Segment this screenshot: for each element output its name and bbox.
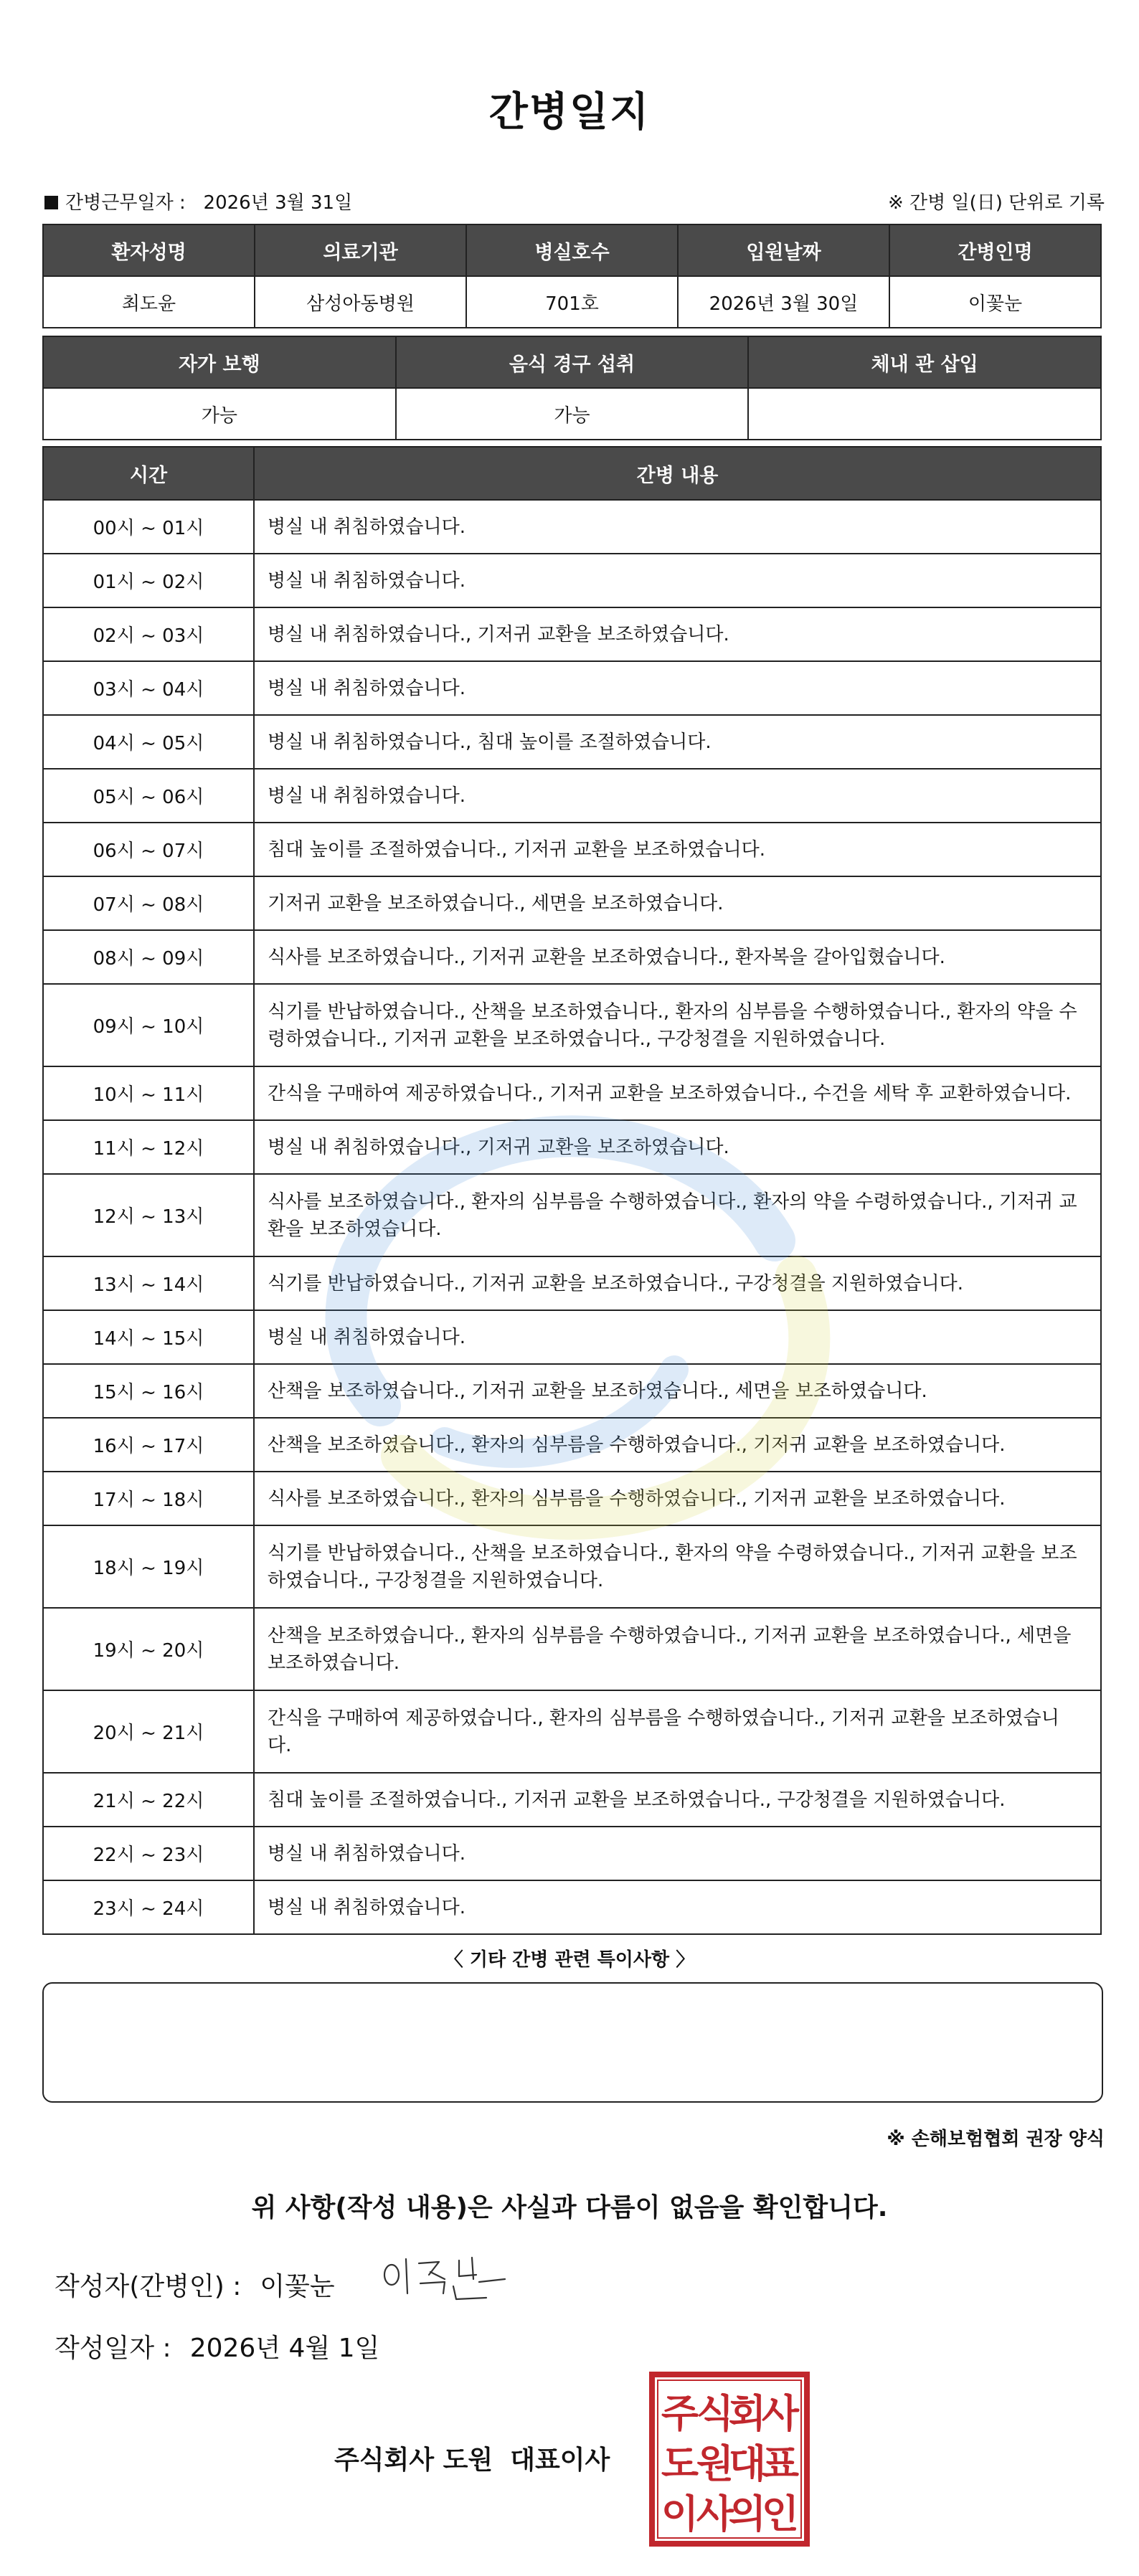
walking-cell: 가능: [43, 388, 396, 440]
log-content-cell: [254, 769, 1101, 823]
log-time-cell: 20시 ~ 21시: [43, 1690, 254, 1773]
date-label: 작성일자 :: [55, 2334, 171, 2363]
oral-intake-cell: 가능: [396, 388, 749, 440]
log-time-cell: 17시 ~ 18시: [43, 1472, 254, 1525]
log-content-line: 기저귀 교환을 보조하였습니다., 세면을 보조하였습니다.: [268, 892, 724, 914]
log-content-cell: [254, 1256, 1101, 1310]
hourly-care-log-table: [42, 446, 1102, 1935]
log-content-line: 식사를 보조하였습니다., 환자의 심부름을 수행하였습니다., 기저귀 교환을 보조하였습니다.: [268, 1487, 1006, 1510]
author-label: 작성자(간병인) :: [55, 2272, 242, 2301]
log-content-line: 산책을 보조하였습니다., 기저귀 교환을 보조하였습니다., 세면을 보조하였습니다.: [268, 1380, 927, 1402]
log-content-line: 병실 내 취침하였습니다.: [268, 569, 465, 592]
hospital-cell: 삼성아동병원: [255, 276, 466, 328]
remarks-box: [42, 1982, 1103, 2103]
log-time-cell: 23시 ~ 24시: [43, 1880, 254, 1934]
tube-insertion-cell: [748, 388, 1101, 440]
admission-date-cell: 2026년 3월 30일: [678, 276, 889, 328]
log-row: [43, 1256, 1101, 1310]
care-content-header: 간병 내용: [254, 447, 1101, 500]
svg-text:사: 사: [761, 2390, 800, 2436]
log-content-line: 령하였습니다., 기저귀 교환을 보조하였습니다., 구강청결을 지원하였습니다.: [268, 1028, 886, 1050]
svg-text:인: 인: [761, 2491, 800, 2537]
oral-intake-header: 음식 경구 섭취: [396, 336, 749, 388]
log-row: [43, 876, 1101, 930]
log-content-cell: [254, 1364, 1101, 1418]
log-row: [43, 1690, 1101, 1773]
log-row: [43, 1174, 1101, 1256]
log-time-cell: 19시 ~ 20시: [43, 1608, 254, 1690]
log-time-cell: 18시 ~ 19시: [43, 1525, 254, 1608]
log-content-line: 병실 내 취침하였습니다.: [268, 1842, 465, 1865]
log-time-cell: 07시 ~ 08시: [43, 876, 254, 930]
log-row: [43, 823, 1101, 876]
date-value: 2026년 4월 1일: [189, 2334, 380, 2363]
svg-text:표: 표: [761, 2440, 800, 2486]
log-content-cell: [254, 876, 1101, 930]
log-content-cell: [254, 1174, 1101, 1256]
svg-text:회: 회: [728, 2390, 767, 2436]
square-bullet-icon: [44, 196, 58, 209]
log-content-line: 식사를 보조하였습니다., 기저귀 교환을 보조하였습니다., 환자복을 갈아입혔습니다.: [268, 946, 945, 968]
log-row: [43, 769, 1101, 823]
log-content-line: 하였습니다., 구강청결을 지원하였습니다.: [268, 1569, 604, 1591]
log-content-line: 보조하였습니다.: [268, 1652, 400, 1674]
page-title: 간병일지: [488, 89, 651, 136]
remarks-title: 〈 기타 간병 관련 특이사항 〉: [444, 1949, 695, 1971]
log-row: [43, 1418, 1101, 1472]
log-time-cell: 10시 ~ 11시: [43, 1066, 254, 1120]
log-row: [43, 984, 1101, 1066]
patient-info-table: [42, 224, 1102, 328]
log-content-line: 병실 내 취침하였습니다.: [268, 1326, 465, 1348]
log-content-line: 간식을 구매하여 제공하였습니다., 환자의 심부름을 수행하였습니다., 기저귀 교환을 보조하였습니: [268, 1707, 1059, 1729]
log-content-line: 침대 높이를 조절하였습니다., 기저귀 교환을 보조하였습니다., 구강청결을 지원하였습니다.: [268, 1789, 1006, 1811]
caregiver-name-header: 간병인명: [889, 224, 1101, 276]
admission-date-header: 입원날짜: [678, 224, 889, 276]
log-time-cell: 21시 ~ 22시: [43, 1773, 254, 1827]
svg-text:원: 원: [696, 2440, 734, 2486]
patient-name-header: 환자성명: [43, 224, 255, 276]
log-time-cell: 05시 ~ 06시: [43, 769, 254, 823]
work-date-label: 간병근무일자 :: [65, 192, 186, 214]
log-content-line: 식기를 반납하였습니다., 산책을 보조하였습니다., 환자의 약을 수령하였습니다., 기저귀 교환을 보조: [268, 1542, 1077, 1564]
log-content-cell: [254, 1827, 1101, 1880]
log-content-line: 병실 내 취침하였습니다., 기저귀 교환을 보조하였습니다.: [268, 623, 729, 645]
svg-text:주: 주: [661, 2390, 699, 2436]
log-row: [43, 607, 1101, 661]
log-content-cell: [254, 1773, 1101, 1827]
log-time-cell: 11시 ~ 12시: [43, 1120, 254, 1174]
log-content-line: 침대 높이를 조절하였습니다., 기저귀 교환을 보조하였습니다.: [268, 838, 766, 861]
recommend-note: ※ 손해보험협회 권장 양식: [887, 2128, 1105, 2150]
company-role: 대표이사: [510, 2445, 610, 2475]
hospital-header: 의료기관: [255, 224, 466, 276]
log-content-cell: [254, 1472, 1101, 1525]
written-date-line: [55, 2328, 379, 2364]
log-row: [43, 930, 1101, 984]
work-date-line: [44, 188, 352, 214]
company-name: 주식회사 도원: [334, 2445, 493, 2475]
room-number-header: 병실호수: [466, 224, 678, 276]
company-seal-stamp: [648, 2371, 810, 2547]
log-time-cell: 04시 ~ 05시: [43, 715, 254, 769]
patient-name-cell: 최도윤: [43, 276, 255, 328]
log-content-line: 병실 내 취침하였습니다.: [268, 1896, 465, 1918]
log-row: [43, 715, 1101, 769]
log-content-line: 병실 내 취침하였습니다.: [268, 785, 465, 807]
patient-ability-table: [42, 336, 1102, 440]
unit-note: ※ 간병 일(日) 단위로 기록: [887, 192, 1105, 214]
log-content-line: 식기를 반납하였습니다., 산책을 보조하였습니다., 환자의 심부름을 수행하였습니다., 환자의 약을 수: [268, 1000, 1077, 1023]
log-time-cell: 08시 ~ 09시: [43, 930, 254, 984]
log-row: [43, 1120, 1101, 1174]
log-row: [43, 1827, 1101, 1880]
log-row: [43, 1773, 1101, 1827]
log-row: [43, 554, 1101, 607]
log-row: [43, 1310, 1101, 1364]
svg-text:이: 이: [661, 2491, 699, 2537]
log-row: [43, 500, 1101, 554]
room-number-cell: 701호: [466, 276, 678, 328]
log-time-cell: 00시 ~ 01시: [43, 500, 254, 554]
log-content-cell: [254, 715, 1101, 769]
log-content-line: 병실 내 취침하였습니다., 기저귀 교환을 보조하였습니다.: [268, 1136, 729, 1158]
walking-header: 자가 보행: [43, 336, 396, 388]
log-content-cell: [254, 930, 1101, 984]
log-content-line: 병실 내 취침하였습니다.: [268, 677, 465, 699]
log-content-cell: [254, 1418, 1101, 1472]
log-content-line: 환을 보조하였습니다.: [268, 1218, 442, 1240]
log-content-cell: [254, 1690, 1101, 1773]
log-content-cell: [254, 1310, 1101, 1364]
handwritten-signature: [379, 2250, 508, 2308]
log-row: [43, 1472, 1101, 1525]
author-line: [55, 2266, 335, 2303]
log-time-cell: 22시 ~ 23시: [43, 1827, 254, 1880]
log-time-cell: 01시 ~ 02시: [43, 554, 254, 607]
svg-text:대: 대: [728, 2440, 767, 2486]
log-row: [43, 1525, 1101, 1608]
company-line: [334, 2440, 610, 2476]
log-content-cell: [254, 500, 1101, 554]
log-content-line: 산책을 보조하였습니다., 환자의 심부름을 수행하였습니다., 기저귀 교환을 보조하였습니다., 세면을: [268, 1624, 1072, 1647]
log-content-cell: [254, 1880, 1101, 1934]
log-content-cell: [254, 661, 1101, 715]
log-time-cell: 16시 ~ 17시: [43, 1418, 254, 1472]
log-row: [43, 661, 1101, 715]
log-content-line: 다.: [268, 1734, 292, 1756]
log-content-cell: [254, 984, 1101, 1066]
log-content-cell: [254, 1525, 1101, 1608]
log-time-cell: 03시 ~ 04시: [43, 661, 254, 715]
log-row: [43, 1066, 1101, 1120]
log-content-cell: [254, 1120, 1101, 1174]
log-content-cell: [254, 1608, 1101, 1690]
log-content-line: 병실 내 취침하였습니다.: [268, 516, 465, 538]
log-time-cell: 02시 ~ 03시: [43, 607, 254, 661]
svg-text:도: 도: [661, 2440, 699, 2486]
log-time-cell: 12시 ~ 13시: [43, 1174, 254, 1256]
log-content-cell: [254, 823, 1101, 876]
svg-text:사: 사: [696, 2491, 734, 2537]
log-content-line: 간식을 구매하여 제공하였습니다., 기저귀 교환을 보조하였습니다., 수건을 세탁 후 교환하였습니다.: [268, 1082, 1072, 1104]
log-time-cell: 09시 ~ 10시: [43, 984, 254, 1066]
time-header: 시간: [43, 447, 254, 500]
log-content-line: 병실 내 취침하였습니다., 침대 높이를 조절하였습니다.: [268, 731, 712, 753]
log-content-line: 산책을 보조하였습니다., 환자의 심부름을 수행하였습니다., 기저귀 교환을 보조하였습니다.: [268, 1434, 1006, 1456]
work-date-value: 2026년 3월 31일: [203, 192, 353, 214]
log-row: [43, 1880, 1101, 1934]
log-content-cell: [254, 554, 1101, 607]
log-time-cell: 13시 ~ 14시: [43, 1256, 254, 1310]
author-name: 이꽃눈: [260, 2272, 335, 2301]
log-time-cell: 15시 ~ 16시: [43, 1364, 254, 1418]
log-content-line: 식사를 보조하였습니다., 환자의 심부름을 수행하였습니다., 환자의 약을 수령하였습니다., 기저귀 교: [268, 1190, 1077, 1213]
svg-text:의: 의: [728, 2491, 767, 2537]
tube-insertion-header: 체내 관 삽입: [748, 336, 1101, 388]
log-content-cell: [254, 607, 1101, 661]
confirmation-statement: 위 사항(작성 내용)은 사실과 다름이 없음을 확인합니다.: [251, 2193, 888, 2222]
log-time-cell: 14시 ~ 15시: [43, 1310, 254, 1364]
log-content-cell: [254, 1066, 1101, 1120]
log-content-line: 식기를 반납하였습니다., 기저귀 교환을 보조하였습니다., 구강청결을 지원하였습니다.: [268, 1272, 963, 1294]
log-row: [43, 1608, 1101, 1690]
log-time-cell: 06시 ~ 07시: [43, 823, 254, 876]
log-row: [43, 1364, 1101, 1418]
svg-text:식: 식: [696, 2390, 734, 2436]
caregiver-name-cell: 이꽃눈: [889, 276, 1101, 328]
